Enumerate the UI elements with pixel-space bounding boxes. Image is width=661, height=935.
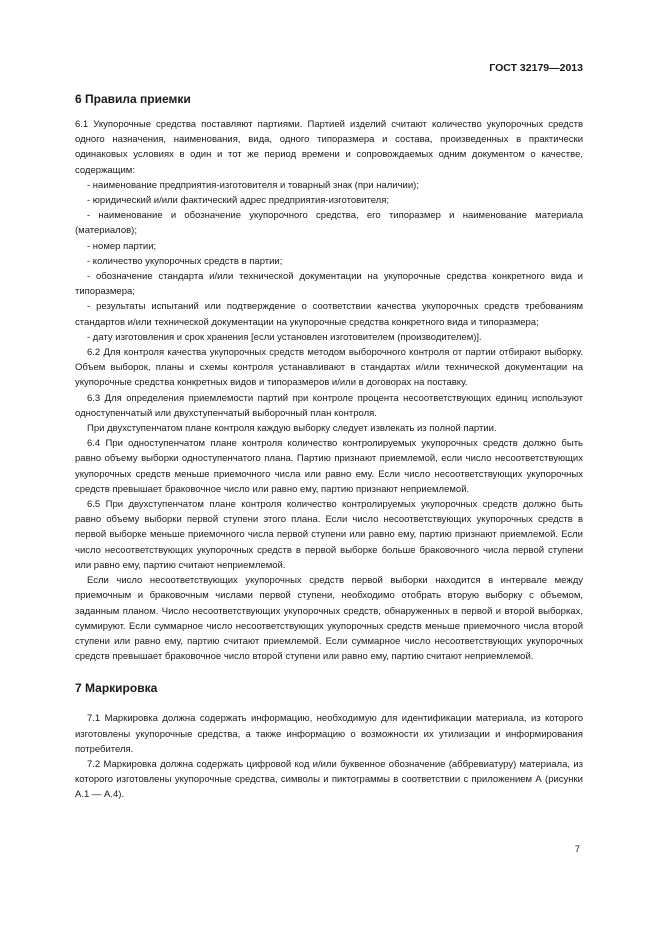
paragraph: 6.3 Для определения приемлемости партий при контроле процента несоответствующих единиц используют одноступенчатый или двухступенчатый выборочный план контроля. xyxy=(75,392,583,419)
section-7-title: 7 Маркировка xyxy=(75,681,158,696)
list-item: - дату изготовления и срок хранения [если установлен изготовителем (производителем)]. xyxy=(87,331,482,343)
paragraph: 7.2 Маркировка должна содержать цифровой код и/или буквенное обозначение (аббревиатуру) материала, из которого изготовлены укупорочные средства, символы и пиктограммы в соответствии с приложением А (рисунки А.1 — А.4). xyxy=(75,758,583,801)
paragraph: 6.2 Для контроля качества укупорочных средств методом выборочного контроля от партии отбирают выборку. Объем выборок, планы и схемы контроля устанавливают в стандартах и/или технической документации на укупорочные средства конкретных видов и типоразмеров и/или в договорах на поставку. xyxy=(75,347,583,389)
list-item: - количество укупорочных средств в партии; xyxy=(87,255,283,267)
paragraph: 7.1 Маркировка должна содержать информацию, необходимую для идентификации материала, из которого изготовлены укупорочные средства, а также информацию о возможности их утилизации и информирования потребителя. xyxy=(75,713,583,755)
list-item: - номер партии; xyxy=(87,240,157,252)
page-content xyxy=(75,92,583,803)
list-item: - наименование и обозначение укупорочного средства, его типоразмер и наименование материала (материалов); xyxy=(75,210,583,237)
document-header: ГОСТ 32179—2013 xyxy=(489,62,583,74)
list-item: - обозначение стандарта и/или технической документации на укупорочные средства конкретного вида и типоразмера; xyxy=(75,271,583,298)
paragraph: Если число несоответствующих укупорочных средств первой выборки находится в интервале между приемочным и браковочным числами первой ступени, необходимо отобрать вторую выборку с объемом, заданным планом. Число несоответствующих укупорочных средств, обнаруженных в первой и второй выборках, суммируют. Если суммарное число несоответствующих укупорочных средств меньше приемочного числа второй ступени или равно ему, партию считают приемлемой. Если суммарное число несоответствующих укупорочных средств превышает браковочное число второй ступени или равно ему, партию считают неприемлемой. xyxy=(75,575,583,663)
paragraph: 6.1 Укупорочные средства поставляют партиями. Партией изделий считают количество укупорочных средств одного назначения, наименования, вида, одного типоразмера и состава, произведенных в практически одинаковых условиях в один и тот же период времени и сопровождаемых одним документом о качестве, содержащим: xyxy=(75,119,583,176)
list-item: - юридический и/или фактический адрес предприятия-изготовителя; xyxy=(87,195,390,207)
paragraph: 6.5 При двухступенчатом плане контроля количество контролируемых укупорочных средств должно быть равно объему выборки первой ступени этого плана. Если число несоответствующих укупорочных средств в первой выборке меньше приемочного числа первой ступени или равно ему, партию признают приемлемой. Если число несоответствующих укупорочных средств в первой выборке больше браковочного числа первой ступени или равно ему, партию считают неприемлемой. xyxy=(75,499,583,571)
page-number: 7 xyxy=(574,844,580,855)
paragraph: 6.4 При одноступенчатом плане контроля количество контролируемых укупорочных средств должно быть равно объему выборки одноступенчатого плана. Партию признают приемлемой, если число несоответствующих укупорочных средств меньше приемочного числа или равно ему. Если число несоответствующих укупорочных средств превышает браковочное число или равно ему, партию признают неприемлемой. xyxy=(75,438,583,495)
list-item: - результаты испытаний или подтверждение о соответствии качества укупорочных средств требованиям стандартов и/или технической документации на укупорочные средства конкретного вида и типоразмера; xyxy=(75,301,583,328)
paragraph: При двухступенчатом плане контроля каждую выборку следует извлекать из полной партии. xyxy=(87,423,497,435)
list-item: - наименование предприятия-изготовителя и товарный знак (при наличии); xyxy=(87,179,419,191)
section-6-title: 6 Правила приемки xyxy=(75,92,191,106)
